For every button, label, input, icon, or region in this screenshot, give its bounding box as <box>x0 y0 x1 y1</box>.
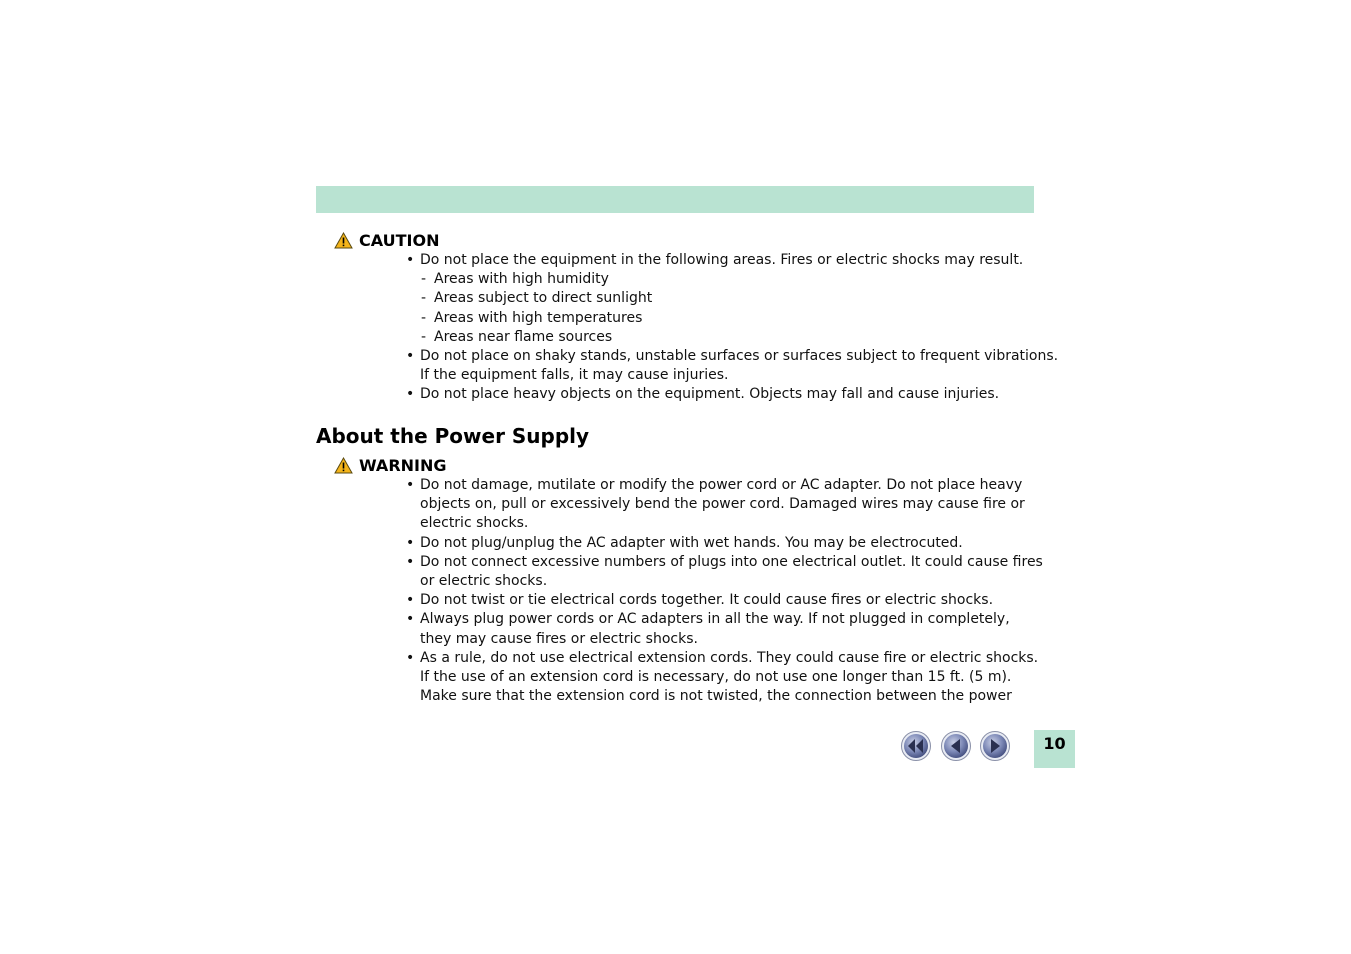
line: • Do not twist or tie electrical cords together. It could cause fires or electric shocks. <box>420 592 994 609</box>
list-item <box>404 251 1044 347</box>
line: • Do not damage, mutilate or modify the power cord or AC adapter. Do not place heavy <box>420 477 1023 493</box>
list-item <box>404 347 1059 385</box>
header-band <box>316 186 1034 213</box>
page-number: 10 <box>1043 734 1066 753</box>
sub-list <box>420 270 1044 347</box>
next-page-button[interactable] <box>979 730 1011 762</box>
warning-label <box>334 455 447 475</box>
line: • Do not plug/unplug the AC adapter with wet hands. You may be electrocuted. <box>420 534 963 551</box>
previous-page-button[interactable] <box>940 730 972 762</box>
list-item <box>404 610 1044 648</box>
list-item <box>404 476 1044 534</box>
warning-triangle-icon <box>334 232 353 249</box>
caution-item-3-text: Do not place heavy objects on the equipment. Objects may fall and cause injuries. <box>420 386 1000 403</box>
line: electric shocks. <box>420 515 529 532</box>
line: • Do not connect excessive numbers of plugs into one electrical outlet. It could cause fires <box>420 553 1043 570</box>
list-item <box>404 649 1044 707</box>
warning-text: WARNING <box>359 455 447 475</box>
line: • As a rule, do not use electrical extension cords. They could cause fire or electric shocks. <box>420 649 1039 666</box>
caution-text: CAUTION <box>359 230 440 250</box>
line: objects on, pull or excessively bend the power cord. Damaged wires may cause fire or <box>420 496 1025 513</box>
list-item <box>404 553 1044 591</box>
sub-list-item: - Areas near flame sources <box>420 328 1044 347</box>
first-page-button[interactable] <box>900 730 932 762</box>
line: If the equipment falls, it may cause injuries. <box>420 367 729 384</box>
page-number-box <box>1034 730 1075 768</box>
line: Make sure that the extension cord is not twisted, the connection between the power <box>420 688 1012 705</box>
list-item <box>404 534 1044 553</box>
sub-list-item: - Areas subject to direct sunlight <box>420 289 1044 308</box>
warning-list <box>404 476 1044 706</box>
sub-list-item: - Areas with high temperatures <box>420 309 1044 328</box>
warning-triangle-icon <box>334 457 353 474</box>
caution-label <box>334 230 439 250</box>
caution-list <box>404 251 1059 405</box>
line: • Do not place on shaky stands, unstable surfaces or surfaces subject to frequent vibrations. <box>420 348 1059 365</box>
caution-item-1-text: Do not place the equipment in the following areas. Fires or electric shocks may result. <box>420 252 1024 268</box>
line: or electric shocks. <box>420 573 548 590</box>
line: If the use of an extension cord is necessary, do not use one longer than 15 ft. (5 m). <box>420 669 1012 686</box>
line: they may cause fires or electric shocks. <box>420 630 698 647</box>
list-item <box>404 591 1044 610</box>
section-heading: About the Power Supply <box>316 424 590 448</box>
sub-list-item: - Areas with high humidity <box>420 270 1044 289</box>
line: • Always plug power cords or AC adapters in all the way. If not plugged in completely, <box>420 611 1010 628</box>
list-item <box>404 385 1044 404</box>
